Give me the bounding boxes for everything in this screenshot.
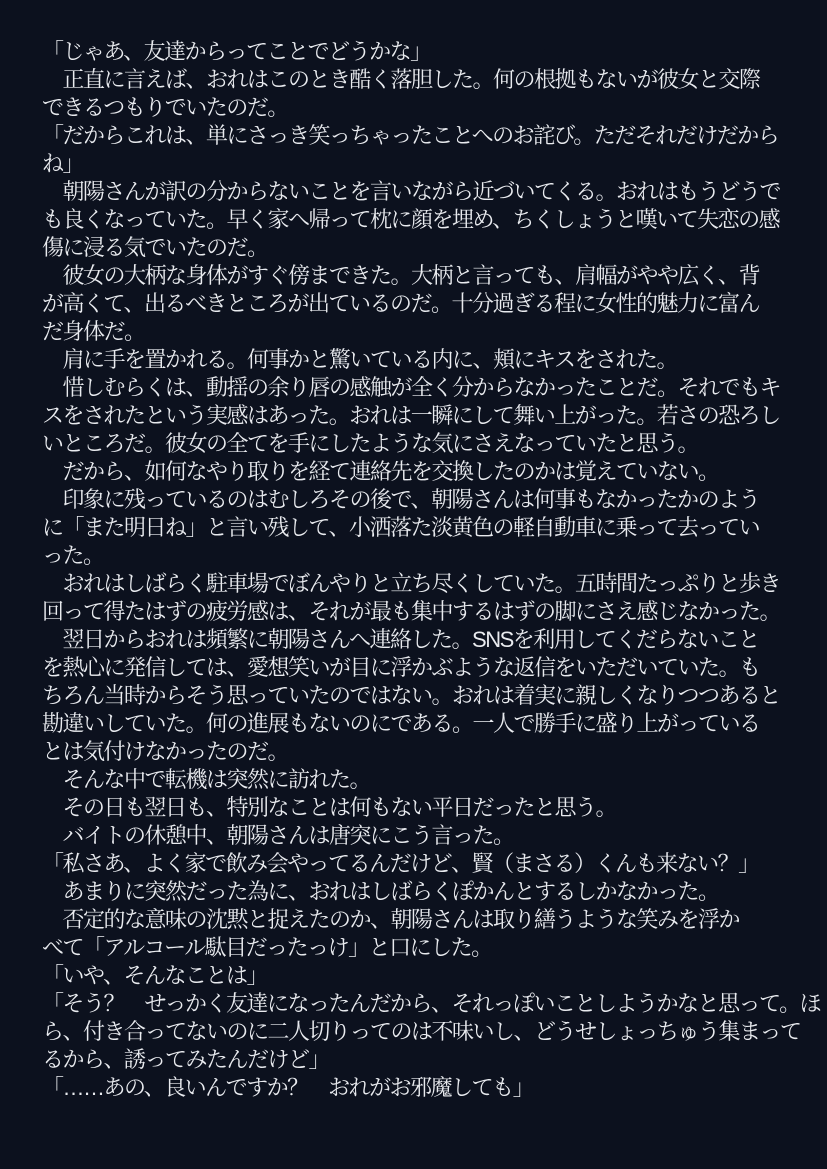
text-line: るから、誘ってみたんだけど」: [42, 1047, 330, 1072]
text-line: 否定的な意味の沈黙と捉えたのか、朝陽さんは取り繕うような笑みを浮か: [42, 907, 740, 932]
text-line: その日も翌日も、特別なことは何もない平日だったと思う。: [42, 795, 617, 820]
text-line: 印象に残っているのはむしろその後で、朝陽さんは何事もなかったかのよう: [42, 487, 760, 512]
text-line: あまりに突然だった為に、おれはしばらくぽかんとするしかなかった。: [42, 879, 719, 904]
text-line: 勘違いしていた。何の進展もないのにである。一人で勝手に盛り上がっている: [42, 711, 760, 736]
text-line: 「そう？ せっかく友達になったんだから、それっぽいことしようかなと思って。ほ: [42, 991, 821, 1016]
text-line: ら、付き合ってないのに二人切りってのは不味いし、どうせしょっちゅう集まって: [42, 1019, 801, 1044]
text-line: スをされたという実感はあった。おれは一瞬にして舞い上がった。若さの恐ろし: [42, 403, 780, 428]
text-line: を熱心に発信しては、愛想笑いが目に浮かぶような返信をいただいていた。も: [42, 655, 760, 680]
text-line: 「だからこれは、単にさっき笑っちゃったことへのお詫び。ただそれだけだから: [42, 123, 779, 148]
text-line: が高くて、出るべきところが出ているのだ。十分過ぎる程に女性的魅力に富ん: [42, 291, 760, 316]
text-line: だから、如何なやり取りを経て連絡先を交換したのかは覚えていない。: [42, 459, 719, 484]
text-line: 「……あの、良いんですか？ おれがお邪魔しても」: [42, 1075, 534, 1100]
text-line: 回って得たはずの疲労感は、それが最も集中するはずの脚にさえ感じなかった。: [42, 599, 781, 624]
text-line: った。: [42, 543, 104, 568]
text-line: 翌日からおれは頻繁に朝陽さんへ連絡した。SNSを利用してくだらないこと: [42, 627, 759, 652]
text-line: バイトの休憩中、朝陽さんは唐突にこう言った。: [42, 823, 514, 848]
text-line: ちろん当時からそう思っていたのではない。おれは着実に親しくなりつつあると: [42, 683, 781, 708]
novel-text-body: [42, 38, 827, 1102]
text-line: とは気付けなかったのだ。: [42, 739, 289, 764]
text-line: 傷に浸る気でいたのだ。: [42, 235, 268, 260]
text-line: できるつもりでいたのだ。: [42, 95, 288, 120]
text-line: 「いや、そんなことは」: [42, 963, 268, 988]
text-line: おれはしばらく駐車場でぼんやりと立ち尽くしていた。五時間たっぷりと歩き: [42, 571, 781, 596]
text-line: だ身体だ。: [42, 319, 145, 344]
text-line: 「私さあ、よく家で飲み会やってるんだけど、賢（まさる）くんも来ない？」: [42, 851, 759, 876]
text-line: 彼女の大柄な身体がすぐ傍まできた。大柄と言っても、肩幅がやや広く、背: [42, 263, 760, 288]
text-line: 「じゃあ、友達からってことでどうかな」: [42, 39, 431, 64]
text-line: に「また明日ね」と言い残して、小洒落た淡黄色の軽自動車に乗って去ってい: [42, 515, 760, 540]
text-line: 朝陽さんが訳の分からないことを言いながら近づいてくる。おれはもうどうで: [42, 179, 781, 204]
text-line: も良くなっていた。早く家へ帰って枕に顔を埋め、ちくしょうと嘆いて失恋の感: [42, 207, 780, 232]
text-line: そんな中で転機は突然に訪れた。: [42, 767, 371, 792]
text-line: ね」: [42, 151, 84, 176]
text-line: 肩に手を置かれる。何事かと驚いている内に、頬にキスをされた。: [42, 347, 678, 372]
text-line: 惜しむらくは、動揺の余り唇の感触が全く分からなかったことだ。それでもキ: [42, 375, 781, 400]
text-line: べて「アルコール駄目だったっけ」と口にした。: [42, 935, 492, 960]
text-line: 正直に言えば、おれはこのとき酷く落胆した。何の根拠もないが彼女と交際: [42, 67, 760, 92]
text-line: いところだ。彼女の全てを手にしたような気にさえなっていたと思う。: [42, 431, 699, 456]
